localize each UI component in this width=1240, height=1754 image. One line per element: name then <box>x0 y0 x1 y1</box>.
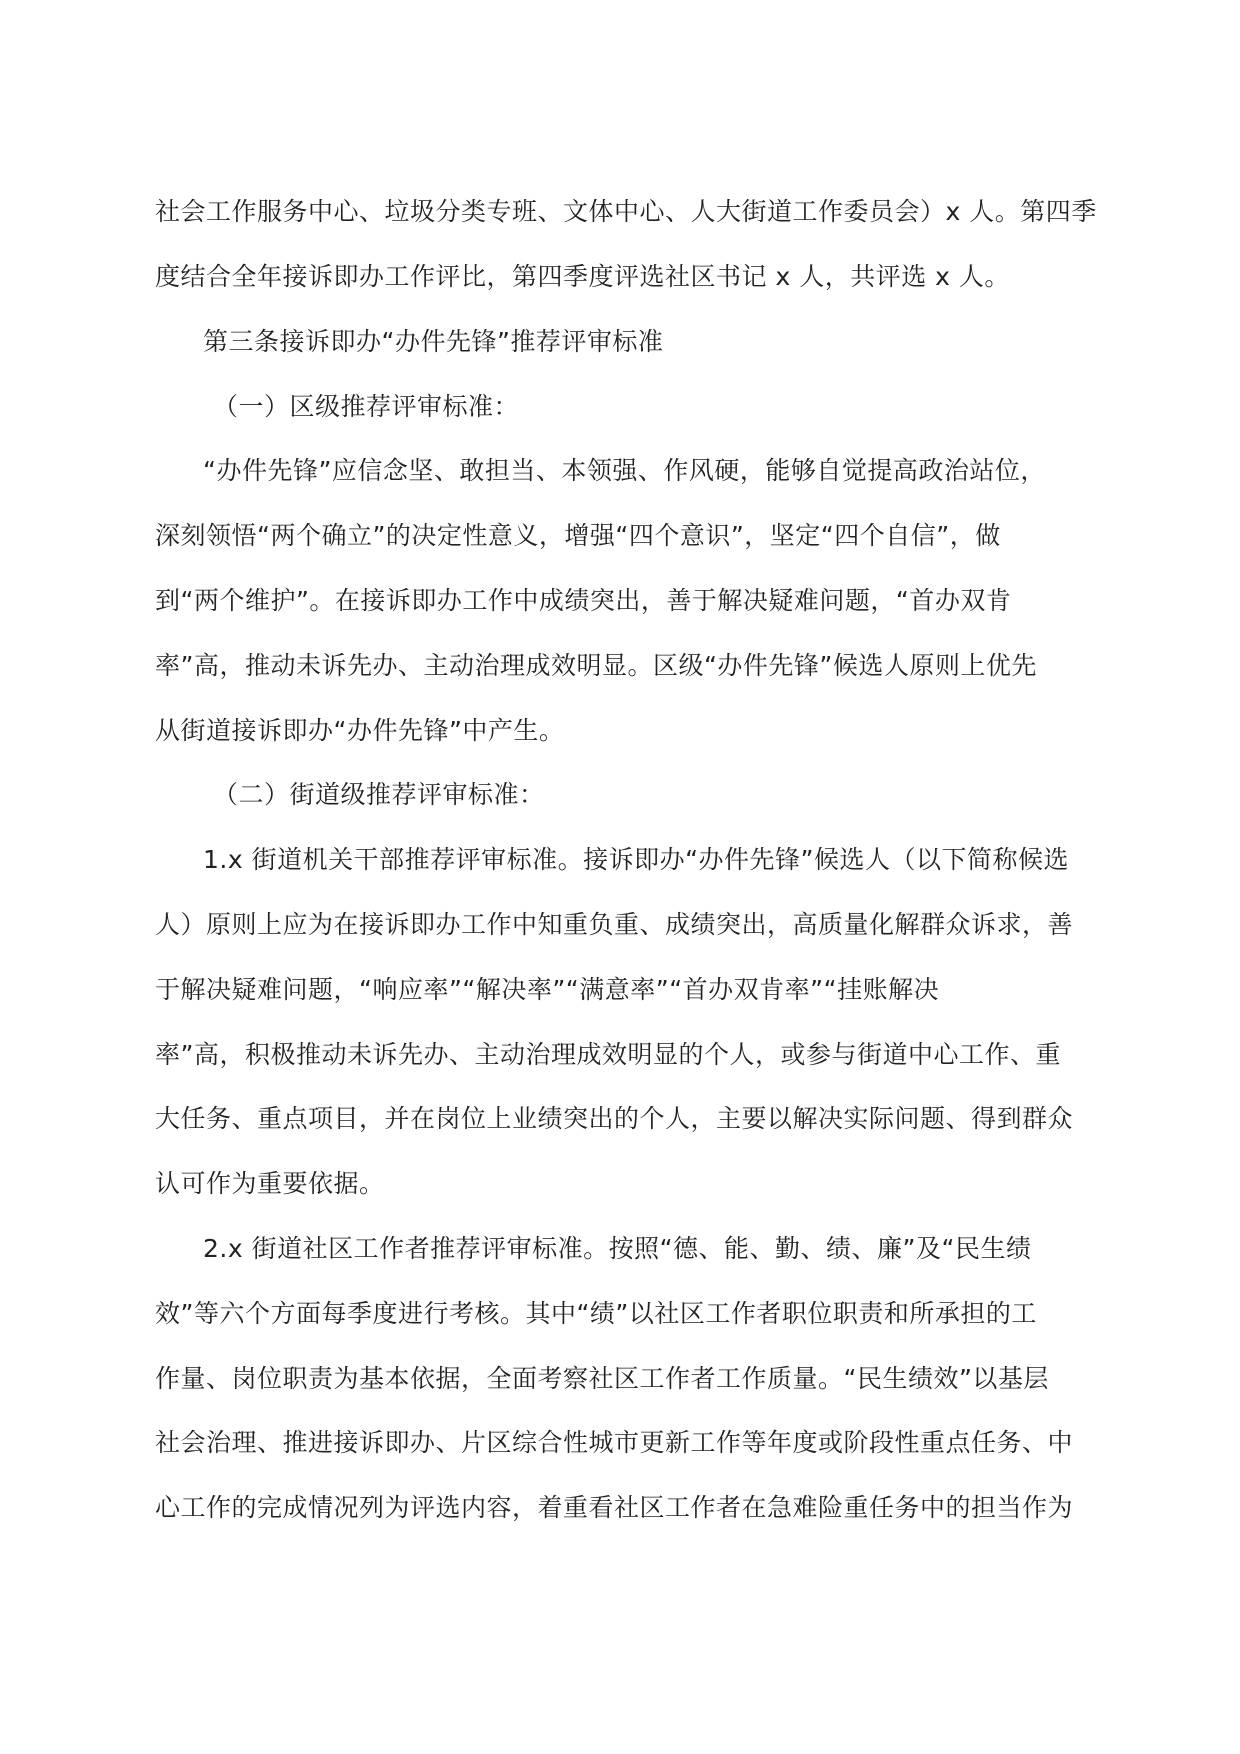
body-text-line: 率”高，推动未诉先办、主动治理成效明显。区级“办件先锋”候选人原则上优先 <box>155 651 1037 680</box>
section-heading: （二）街道级推荐评审标准： <box>213 780 545 809</box>
body-text-line: 作量、岗位职责为基本依据，全面考察社区工作者工作质量。“民生绩效”以基层 <box>155 1364 1049 1393</box>
body-text-line: 认可作为重要依据。 <box>155 1169 385 1198</box>
body-text-line: 率”高，积极推动未诉先办、主动治理成效明显的个人，或参与街道中心工作、重 <box>155 1040 1061 1069</box>
body-text-line: 心工作的完成情况列为评选内容，着重看社区工作者在急难险重任务中的担当作为 <box>155 1493 1074 1522</box>
body-text-line: 大任务、重点项目，并在岗位上业绩突出的个人，主要以解决实际问题、得到群众 <box>155 1104 1074 1133</box>
body-text-line: 2.x 街道社区工作者推荐评审标准。按照“德、能、勤、绩、廉”及“民生绩 <box>203 1234 1032 1263</box>
body-text-line: 社会治理、推进接诉即办、片区综合性城市更新工作等年度或阶段性重点任务、中 <box>155 1428 1074 1457</box>
body-text-line: 效”等六个方面每季度进行考核。其中“绩”以社区工作者职位职责和所承担的工 <box>155 1299 1037 1328</box>
body-text-line: “办件先锋”应信念坚、敢担当、本领强、作风硬，能够自觉提高政治站位， <box>203 456 1046 485</box>
body-text-line: 深刻领悟“两个确立”的决定性意义，增强“四个意识”，坚定“四个自信”，做 <box>155 521 1001 550</box>
article-heading: 第三条接诉即办“办件先锋”推荐评审标准 <box>203 327 664 356</box>
section-heading: （一）区级推荐评审标准： <box>213 392 520 421</box>
body-text-line: 1.x 街道机关干部推荐评审标准。接诉即办“办件先锋”候选人（以下简称候选 <box>203 845 1070 874</box>
body-text-line: 社会工作服务中心、垃圾分类专班、文体中心、人大街道工作委员会）x 人。第四季 <box>155 197 1097 226</box>
body-text-line: 从街道接诉即办“办件先锋”中产生。 <box>155 716 565 745</box>
body-text-line: 度结合全年接诉即办工作评比，第四季度评选社区书记 x 人，共评选 x 人。 <box>155 262 1010 291</box>
body-text-line: 人）原则上应为在接诉即办工作中知重负重、成绩突出，高质量化解群众诉求，善 <box>155 910 1074 939</box>
body-text-line: 到“两个维护”。在接诉即办工作中成绩突出，善于解决疑难问题，“首办双肯 <box>155 586 1012 615</box>
body-text-line: 于解决疑难问题，“响应率”“解决率”“满意率”“首办双肯率”“挂账解决 <box>155 975 940 1004</box>
